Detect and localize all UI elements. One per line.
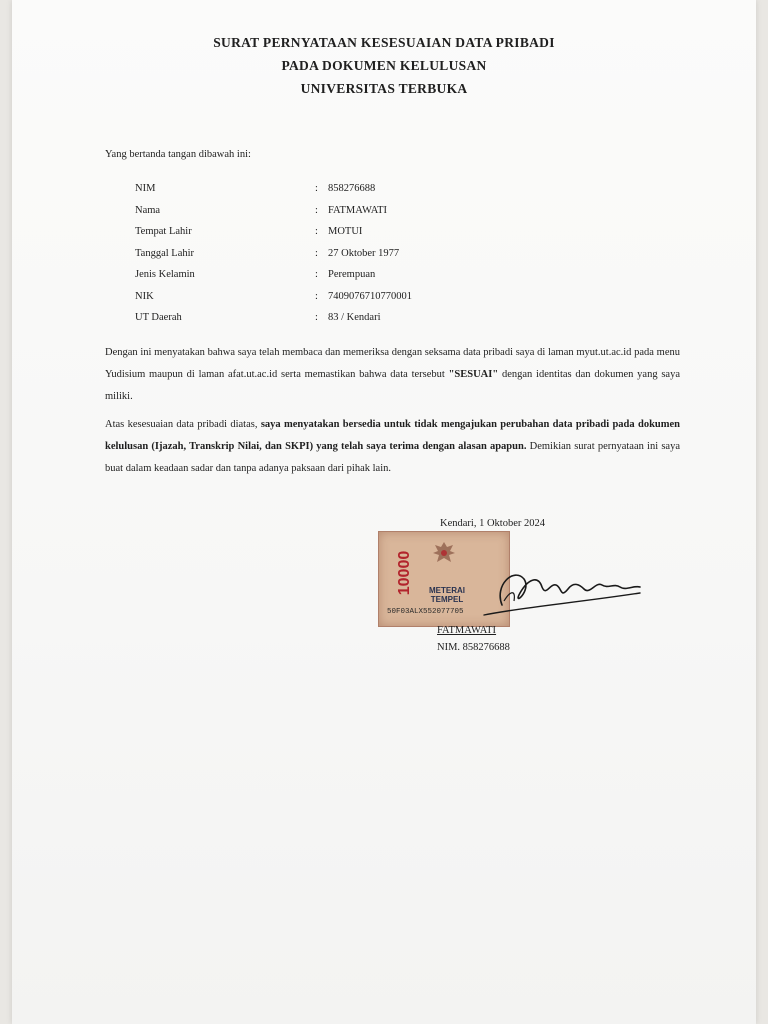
signature-block (372, 515, 632, 665)
statement-paragraph-2 (105, 414, 680, 480)
paragraph-text: Demikian surat pernyataan ini saya buat dalam keadaan sadar dan tanpa adanya paksaan dari pihak lain. (105, 441, 680, 474)
field-label: Tanggal Lahir (135, 247, 195, 259)
stamp-label-line-1: METERAI (429, 586, 465, 595)
field-colon: : (315, 183, 318, 194)
stamp-amount: 10000 (396, 550, 413, 596)
field-value: 858276688 (328, 183, 376, 194)
field-value: MOTUI (328, 226, 363, 237)
document-title-line-3: UNIVERSITAS TERBUKA (300, 81, 468, 96)
paragraph-text: dengan identitas dan dokumen yang saya miliki. (105, 369, 681, 402)
stamp-label-line-2: TEMPEL (430, 595, 464, 604)
field-value: 27 Oktober 1977 (328, 247, 400, 259)
field-value: FATMAWATI (328, 204, 388, 216)
field-label: Jenis Kelamin (135, 269, 195, 280)
letter-page (12, 0, 756, 1024)
field-value: 83 / Kendari (328, 312, 381, 323)
paragraph-text: Dengan ini menyatakan bahwa saya telah membaca dan memeriksa dengan seksama data pribadi saya di laman myut.ut.ac.id pada menu Yudisium maupun di laman afat.ut.ac.id serta memastikan bahwa data tersebut (105, 347, 680, 380)
field-colon: : (315, 204, 318, 216)
field-label: NIM (135, 183, 156, 194)
garuda-emblem-icon (431, 540, 457, 568)
field-colon: : (315, 290, 318, 302)
paragraph-text: Atas kesesuaian data pribadi diatas, (105, 419, 261, 430)
signature-scribble (464, 545, 644, 625)
field-label: Tempat Lahir (135, 226, 192, 237)
field-colon: : (315, 247, 318, 259)
field-value: Perempuan (328, 269, 376, 280)
stamp-serial-code: 50F03ALX552077705 (387, 608, 464, 616)
field-label: NIK (135, 290, 154, 302)
statement-paragraph-1 (105, 342, 680, 408)
intro-text: Yang bertanda tangan dibawah ini: (105, 149, 251, 160)
field-value: 7409076710770001 (328, 290, 412, 302)
field-colon: : (315, 226, 318, 237)
field-label: Nama (135, 204, 161, 216)
signer-name: FATMAWATI (437, 625, 497, 636)
document-title-line-2: PADA DOKUMEN KELULUSAN (281, 58, 487, 73)
signer-nim: NIM. 858276688 (437, 642, 510, 653)
document-title-line-1: SURAT PERNYATAAN KESESUAIAN DATA PRIBADI (213, 35, 555, 50)
stamp-label (429, 586, 465, 604)
place-date: Kendari, 1 Oktober 2024 (440, 518, 545, 529)
emphasis-text: "SESUAI" (448, 369, 499, 380)
field-colon: : (315, 312, 318, 323)
bold-statement-text: saya menyatakan bersedia untuk tidak mengajukan perubahan data pribadi pada dokumen kelulusan (Ijazah, Transkrip Nilai, dan SKPI) yang telah saya terima dengan alasan apapun. (105, 419, 681, 452)
field-label: UT Daerah (135, 312, 182, 323)
field-colon: : (315, 269, 318, 280)
